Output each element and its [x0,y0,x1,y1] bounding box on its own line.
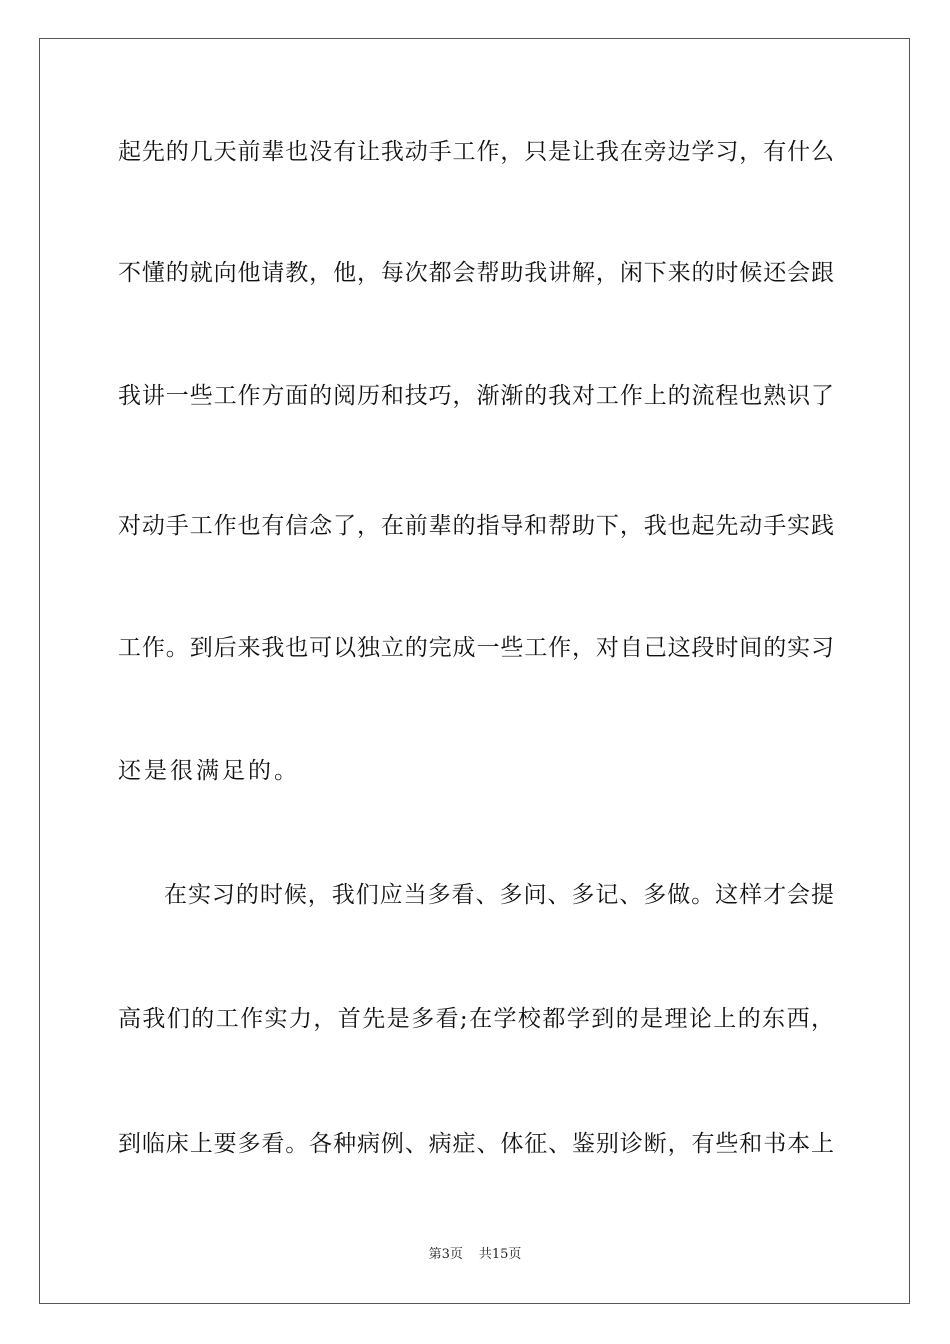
body-line-3: 我讲一些工作方面的阅历和技巧，渐渐的我对工作上的流程也熟识了 [118,383,834,409]
body-line-1: 起先的几天前辈也没有让我动手工作，只是让我在旁边学习，有什么 [118,139,834,165]
body-line-4: 对动手工作也有信念了，在前辈的指导和帮助下，我也起先动手实践 [118,513,834,539]
body-line-9: 到临床上要多看。各种病例、病症、体征、鉴别诊断，有些和书本上 [118,1131,834,1157]
page-total: 共15页 [478,1247,522,1262]
body-line-7: 在实习的时候，我们应当多看、多问、多记、多做。这样才会提 [164,882,834,908]
page-frame [39,38,910,1304]
body-line-8: 高我们的工作实力，首先是多看;在学校都学到的是理论上的东西， [118,1006,834,1032]
page-number: 第3页 [428,1247,463,1262]
body-line-2: 不懂的就向他请教，他，每次都会帮助我讲解，闲下来的时候还会跟 [118,260,834,286]
body-line-6: 还是很满足的。 [118,758,300,784]
page-footer [0,1246,950,1264]
body-line-5: 工作。到后来我也可以独立的完成一些工作，对自己这段时间的实习 [118,635,834,661]
